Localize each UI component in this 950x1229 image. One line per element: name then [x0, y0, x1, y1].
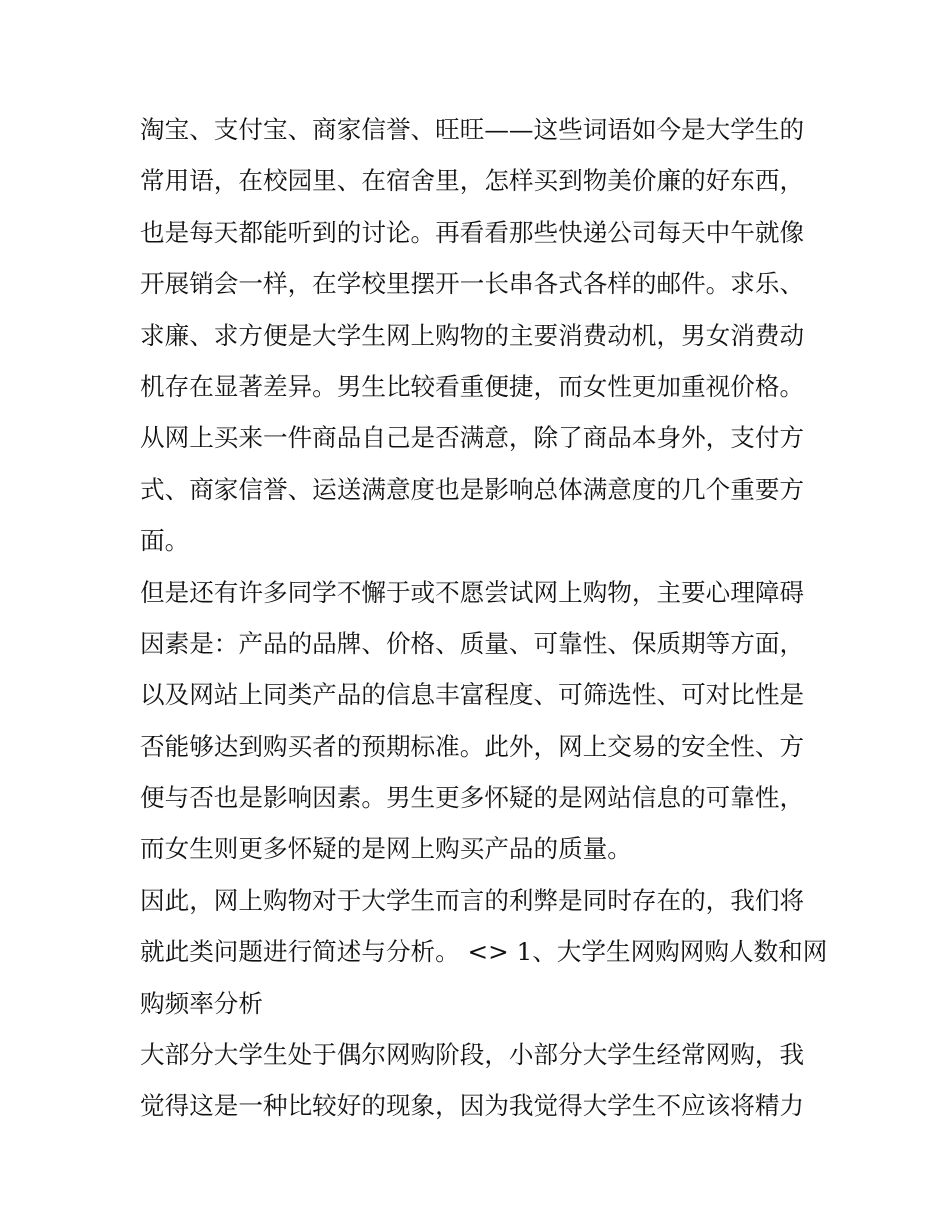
text-line-2: 常用语，在校园里、在宿舍里，怎样买到物美价廉的好东西，: [140, 166, 805, 196]
text-line-17: 就此类问题进行简述与分析。 <> 1、大学生网购网购人数和网: [140, 937, 828, 967]
text-line-5: 求廉、求方便是大学生网上购物的主要消费动机，男女消费动: [140, 320, 805, 350]
text-line-9: 面。: [140, 526, 190, 556]
text-line-13: 否能够达到购买者的预期标准。此外，网上交易的安全性、方: [140, 731, 805, 761]
text-line-12: 以及网站上同类产品的信息丰富程度、可筛选性、可对比性是: [140, 680, 805, 710]
text-line-6: 机存在显著差异。男生比较看重便捷，而女性更加重视价格。: [140, 371, 805, 401]
text-line-15: 而女生则更多怀疑的是网上购买产品的质量。: [140, 834, 632, 864]
text-line-8: 式、商家信誉、运送满意度也是影响总体满意度的几个重要方: [140, 474, 805, 504]
text-line-3: 也是每天都能听到的讨论。再看看那些快递公司每天中午就像: [140, 217, 805, 247]
text-line-10: 但是还有许多同学不懈于或不愿尝试网上购物，主要心理障碍: [140, 577, 805, 607]
text-line-18: 购频率分析: [140, 988, 263, 1018]
document-body: [140, 104, 828, 1132]
text-line-14: 便与否也是影响因素。男生更多怀疑的是网站信息的可靠性，: [140, 783, 805, 813]
text-line-16: 因此，网上购物对于大学生而言的利弊是同时存在的，我们将: [140, 885, 805, 915]
text-line-7: 从网上买来一件商品自己是否满意，除了商品本身外，支付方: [140, 423, 805, 453]
text-line-1: 淘宝、支付宝、商家信誉、旺旺——这些词语如今是大学生的: [140, 115, 805, 144]
text-line-20: 觉得这是一种比较好的现象，因为我觉得大学生不应该将精力: [140, 1091, 805, 1121]
text-line-4: 开展销会一样，在学校里摆开一长串各式各样的邮件。求乐、: [140, 269, 805, 299]
text-line-11: 因素是：产品的品牌、价格、质量、可靠性、保质期等方面，: [140, 628, 805, 658]
text-line-19: 大部分大学生处于偶尔网购阶段，小部分大学生经常网购，我: [140, 1040, 805, 1070]
